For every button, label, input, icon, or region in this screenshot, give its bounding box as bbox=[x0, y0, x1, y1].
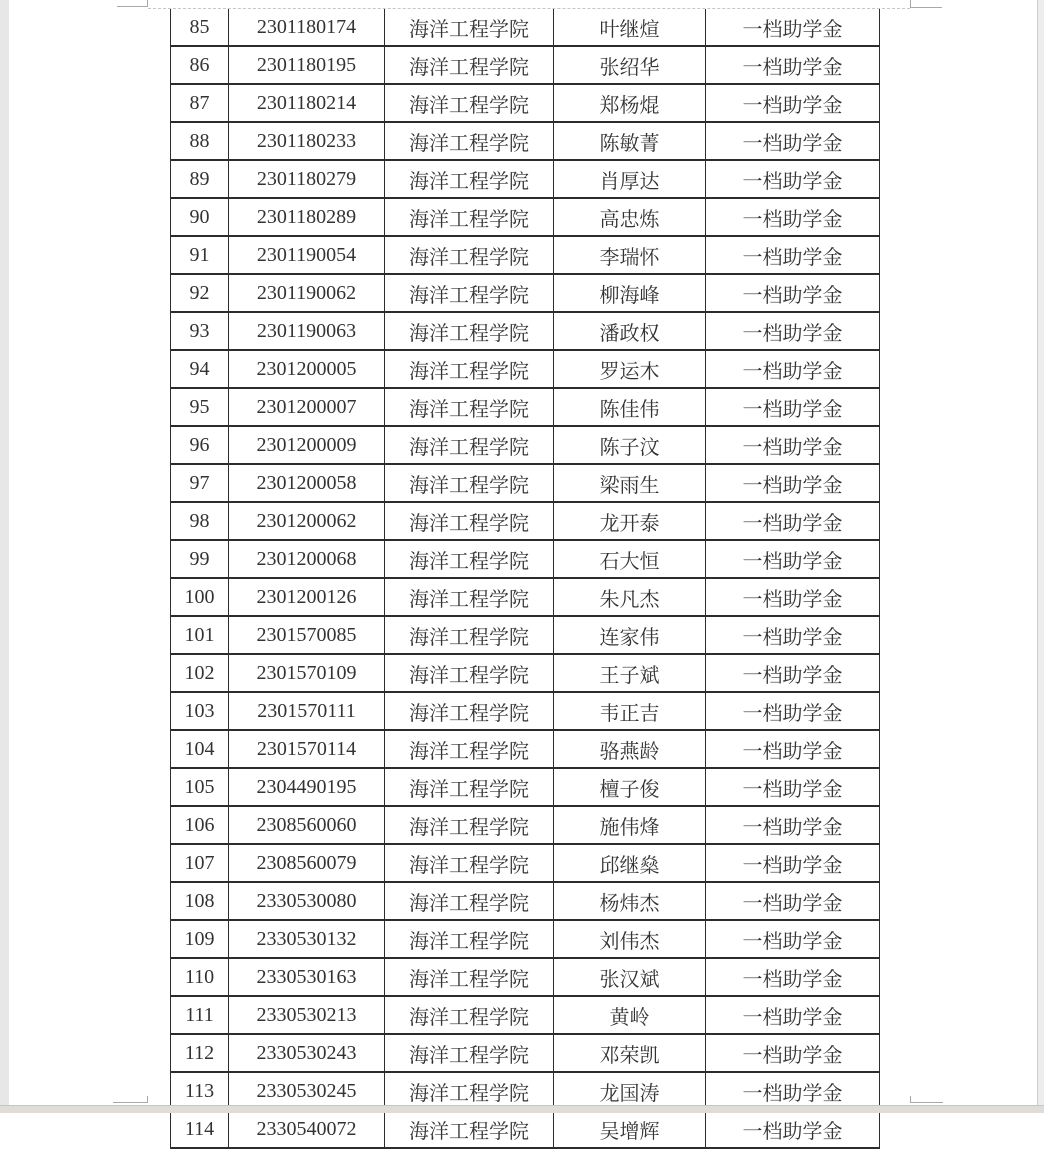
cell-award: 一档助学金 bbox=[706, 464, 880, 502]
cell-award: 一档助学金 bbox=[706, 198, 880, 236]
crop-mark-bottom-left bbox=[113, 1102, 148, 1103]
cell-name: 邓荣凯 bbox=[554, 1034, 706, 1072]
cell-award: 一档助学金 bbox=[706, 274, 880, 312]
cell-name: 高忠炼 bbox=[554, 198, 706, 236]
table-row bbox=[171, 920, 880, 958]
cell-name: 龙国涛 bbox=[554, 1072, 706, 1110]
cell-seq: 108 bbox=[171, 882, 229, 920]
cell-award: 一档助学金 bbox=[706, 46, 880, 84]
cell-college: 海洋工程学院 bbox=[385, 350, 554, 388]
cell-student-id: 2330530080 bbox=[229, 882, 385, 920]
viewer-left-margin bbox=[0, 0, 9, 1113]
cell-seq: 95 bbox=[171, 388, 229, 426]
table-row bbox=[171, 768, 880, 806]
cell-seq: 96 bbox=[171, 426, 229, 464]
cell-name: 肖厚达 bbox=[554, 160, 706, 198]
cell-name: 龙开泰 bbox=[554, 502, 706, 540]
table-row bbox=[171, 616, 880, 654]
cell-student-id: 2301200058 bbox=[229, 464, 385, 502]
table-row bbox=[171, 578, 880, 616]
cell-name: 韦正吉 bbox=[554, 692, 706, 730]
cell-name: 张绍华 bbox=[554, 46, 706, 84]
cell-award: 一档助学金 bbox=[706, 730, 880, 768]
cell-name: 郑杨焜 bbox=[554, 84, 706, 122]
cell-college: 海洋工程学院 bbox=[385, 996, 554, 1034]
cell-student-id: 2330530245 bbox=[229, 1072, 385, 1110]
cell-student-id: 2301180174 bbox=[229, 9, 385, 46]
cell-student-id: 2301200068 bbox=[229, 540, 385, 578]
cell-award: 一档助学金 bbox=[706, 920, 880, 958]
cell-college: 海洋工程学院 bbox=[385, 160, 554, 198]
cell-student-id: 2308560079 bbox=[229, 844, 385, 882]
crop-mark-top-right bbox=[910, 0, 911, 7]
table-row bbox=[171, 692, 880, 730]
table-row bbox=[171, 274, 880, 312]
cell-name: 梁雨生 bbox=[554, 464, 706, 502]
cell-name: 杨炜杰 bbox=[554, 882, 706, 920]
table-row bbox=[171, 84, 880, 122]
cell-seq: 89 bbox=[171, 160, 229, 198]
cell-award: 一档助学金 bbox=[706, 958, 880, 996]
cell-college: 海洋工程学院 bbox=[385, 540, 554, 578]
cell-seq: 111 bbox=[171, 996, 229, 1034]
cell-seq: 112 bbox=[171, 1034, 229, 1072]
cell-college: 海洋工程学院 bbox=[385, 654, 554, 692]
cell-student-id: 2301200009 bbox=[229, 426, 385, 464]
cell-college: 海洋工程学院 bbox=[385, 388, 554, 426]
table-row bbox=[171, 1034, 880, 1072]
cell-award: 一档助学金 bbox=[706, 882, 880, 920]
cell-name: 檀子俊 bbox=[554, 768, 706, 806]
cell-seq: 100 bbox=[171, 578, 229, 616]
table-row bbox=[171, 540, 880, 578]
viewer-bottom-margin bbox=[0, 1105, 1044, 1113]
cell-name: 柳海峰 bbox=[554, 274, 706, 312]
cell-seq: 87 bbox=[171, 84, 229, 122]
cell-college: 海洋工程学院 bbox=[385, 1034, 554, 1072]
cell-award: 一档助学金 bbox=[706, 654, 880, 692]
cell-award: 一档助学金 bbox=[706, 236, 880, 274]
cell-college: 海洋工程学院 bbox=[385, 312, 554, 350]
cell-name: 张汉斌 bbox=[554, 958, 706, 996]
cell-award: 一档助学金 bbox=[706, 844, 880, 882]
cell-seq: 99 bbox=[171, 540, 229, 578]
cell-student-id: 2301190062 bbox=[229, 274, 385, 312]
table-row bbox=[171, 122, 880, 160]
cell-seq: 107 bbox=[171, 844, 229, 882]
table-row bbox=[171, 654, 880, 692]
cell-college: 海洋工程学院 bbox=[385, 616, 554, 654]
cell-name: 王子斌 bbox=[554, 654, 706, 692]
cell-college: 海洋工程学院 bbox=[385, 122, 554, 160]
cell-student-id: 2301570085 bbox=[229, 616, 385, 654]
table-row bbox=[171, 844, 880, 882]
table-row bbox=[171, 160, 880, 198]
cell-seq: 103 bbox=[171, 692, 229, 730]
table-row bbox=[171, 426, 880, 464]
cell-seq: 98 bbox=[171, 502, 229, 540]
cell-college: 海洋工程学院 bbox=[385, 730, 554, 768]
cell-student-id: 2301190054 bbox=[229, 236, 385, 274]
cell-college: 海洋工程学院 bbox=[385, 920, 554, 958]
cell-student-id: 2330530132 bbox=[229, 920, 385, 958]
cell-name: 罗运木 bbox=[554, 350, 706, 388]
cell-award: 一档助学金 bbox=[706, 1072, 880, 1110]
cell-college: 海洋工程学院 bbox=[385, 84, 554, 122]
cell-seq: 114 bbox=[171, 1110, 229, 1148]
scholarship-table-body bbox=[171, 9, 880, 1148]
cell-seq: 85 bbox=[171, 9, 229, 46]
cell-student-id: 2301180233 bbox=[229, 122, 385, 160]
cell-student-id: 2301180289 bbox=[229, 198, 385, 236]
cell-seq: 86 bbox=[171, 46, 229, 84]
cell-award: 一档助学金 bbox=[706, 540, 880, 578]
cell-student-id: 2301200062 bbox=[229, 502, 385, 540]
cell-award: 一档助学金 bbox=[706, 996, 880, 1034]
table-row bbox=[171, 958, 880, 996]
cell-name: 潘政权 bbox=[554, 312, 706, 350]
cell-college: 海洋工程学院 bbox=[385, 692, 554, 730]
cell-college: 海洋工程学院 bbox=[385, 768, 554, 806]
cell-student-id: 2308560060 bbox=[229, 806, 385, 844]
cell-seq: 90 bbox=[171, 198, 229, 236]
crop-mark-bottom-left bbox=[147, 1096, 148, 1103]
crop-mark-top-right bbox=[910, 7, 942, 8]
cell-award: 一档助学金 bbox=[706, 122, 880, 160]
table-row bbox=[171, 730, 880, 768]
cell-name: 陈子汶 bbox=[554, 426, 706, 464]
cell-name: 刘伟杰 bbox=[554, 920, 706, 958]
cell-award: 一档助学金 bbox=[706, 350, 880, 388]
crop-mark-bottom-right bbox=[910, 1096, 911, 1103]
cell-college: 海洋工程学院 bbox=[385, 1110, 554, 1148]
cell-student-id: 2301570109 bbox=[229, 654, 385, 692]
table-row bbox=[171, 464, 880, 502]
crop-mark-top-left bbox=[117, 6, 148, 7]
cell-student-id: 2301180214 bbox=[229, 84, 385, 122]
cell-student-id: 2330530243 bbox=[229, 1034, 385, 1072]
cell-seq: 91 bbox=[171, 236, 229, 274]
crop-mark-bottom-right bbox=[910, 1102, 943, 1103]
cell-award: 一档助学金 bbox=[706, 616, 880, 654]
cell-name: 朱凡杰 bbox=[554, 578, 706, 616]
cell-name: 陈佳伟 bbox=[554, 388, 706, 426]
cell-award: 一档助学金 bbox=[706, 806, 880, 844]
cell-student-id: 2301200126 bbox=[229, 578, 385, 616]
cell-college: 海洋工程学院 bbox=[385, 1072, 554, 1110]
cell-seq: 93 bbox=[171, 312, 229, 350]
cell-college: 海洋工程学院 bbox=[385, 882, 554, 920]
cell-seq: 104 bbox=[171, 730, 229, 768]
cell-student-id: 2301180195 bbox=[229, 46, 385, 84]
cell-college: 海洋工程学院 bbox=[385, 502, 554, 540]
table-row bbox=[171, 198, 880, 236]
cell-college: 海洋工程学院 bbox=[385, 274, 554, 312]
cell-award: 一档助学金 bbox=[706, 768, 880, 806]
cell-name: 石大恒 bbox=[554, 540, 706, 578]
cell-award: 一档助学金 bbox=[706, 578, 880, 616]
cell-student-id: 2301200007 bbox=[229, 388, 385, 426]
cell-award: 一档助学金 bbox=[706, 1034, 880, 1072]
viewer-right-margin bbox=[1037, 0, 1044, 1113]
cell-name: 李瑞怀 bbox=[554, 236, 706, 274]
cell-student-id: 2301200005 bbox=[229, 350, 385, 388]
cell-student-id: 2301190063 bbox=[229, 312, 385, 350]
cell-award: 一档助学金 bbox=[706, 9, 880, 46]
cell-seq: 94 bbox=[171, 350, 229, 388]
cell-college: 海洋工程学院 bbox=[385, 9, 554, 46]
scholarship-table bbox=[170, 9, 880, 1149]
table-row bbox=[171, 46, 880, 84]
table-row bbox=[171, 350, 880, 388]
table-row bbox=[171, 312, 880, 350]
cell-seq: 97 bbox=[171, 464, 229, 502]
cell-college: 海洋工程学院 bbox=[385, 958, 554, 996]
table-row bbox=[171, 806, 880, 844]
cell-award: 一档助学金 bbox=[706, 502, 880, 540]
cell-seq: 106 bbox=[171, 806, 229, 844]
cell-seq: 113 bbox=[171, 1072, 229, 1110]
cell-student-id: 2304490195 bbox=[229, 768, 385, 806]
cell-name: 施伟烽 bbox=[554, 806, 706, 844]
table-row bbox=[171, 9, 880, 46]
cell-student-id: 2301570111 bbox=[229, 692, 385, 730]
cell-college: 海洋工程学院 bbox=[385, 806, 554, 844]
cell-seq: 88 bbox=[171, 122, 229, 160]
cell-award: 一档助学金 bbox=[706, 1110, 880, 1148]
cell-name: 骆燕龄 bbox=[554, 730, 706, 768]
cell-college: 海洋工程学院 bbox=[385, 578, 554, 616]
cell-college: 海洋工程学院 bbox=[385, 464, 554, 502]
cell-award: 一档助学金 bbox=[706, 312, 880, 350]
cell-award: 一档助学金 bbox=[706, 692, 880, 730]
cell-seq: 101 bbox=[171, 616, 229, 654]
cell-college: 海洋工程学院 bbox=[385, 844, 554, 882]
cell-name: 连家伟 bbox=[554, 616, 706, 654]
cell-award: 一档助学金 bbox=[706, 84, 880, 122]
cell-college: 海洋工程学院 bbox=[385, 236, 554, 274]
table-row bbox=[171, 882, 880, 920]
table-row bbox=[171, 236, 880, 274]
table-row bbox=[171, 996, 880, 1034]
cell-seq: 102 bbox=[171, 654, 229, 692]
table-row bbox=[171, 1110, 880, 1148]
cell-award: 一档助学金 bbox=[706, 426, 880, 464]
cell-college: 海洋工程学院 bbox=[385, 198, 554, 236]
cell-award: 一档助学金 bbox=[706, 388, 880, 426]
cell-name: 陈敏菁 bbox=[554, 122, 706, 160]
cell-seq: 92 bbox=[171, 274, 229, 312]
cell-seq: 109 bbox=[171, 920, 229, 958]
cell-name: 叶继煊 bbox=[554, 9, 706, 46]
cell-name: 黄岭 bbox=[554, 996, 706, 1034]
cell-name: 邱继燊 bbox=[554, 844, 706, 882]
cell-seq: 110 bbox=[171, 958, 229, 996]
table-row bbox=[171, 388, 880, 426]
cell-college: 海洋工程学院 bbox=[385, 426, 554, 464]
cell-name: 吴增辉 bbox=[554, 1110, 706, 1148]
cell-award: 一档助学金 bbox=[706, 160, 880, 198]
crop-mark-top-left bbox=[147, 0, 148, 7]
cell-seq: 105 bbox=[171, 768, 229, 806]
cell-student-id: 2301570114 bbox=[229, 730, 385, 768]
table-row bbox=[171, 502, 880, 540]
cell-student-id: 2330530213 bbox=[229, 996, 385, 1034]
cell-student-id: 2330540072 bbox=[229, 1110, 385, 1148]
cell-student-id: 2301180279 bbox=[229, 160, 385, 198]
cell-student-id: 2330530163 bbox=[229, 958, 385, 996]
cell-college: 海洋工程学院 bbox=[385, 46, 554, 84]
